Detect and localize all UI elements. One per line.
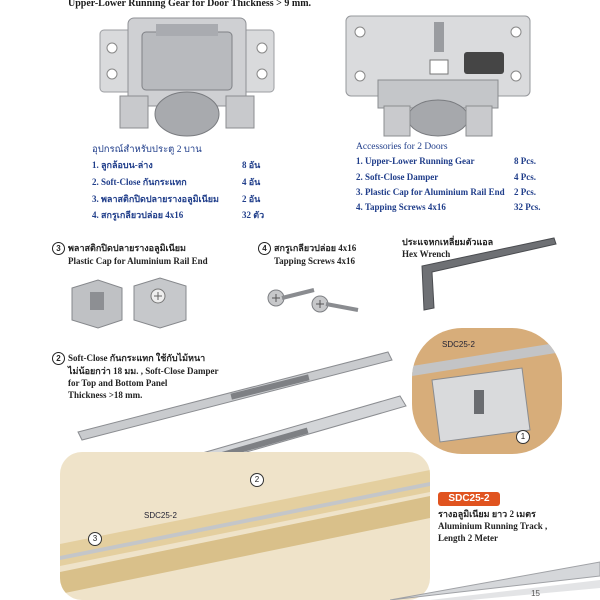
item-label: 2. Soft-Close Damper (356, 172, 439, 182)
item-qty: 2 อัน (242, 194, 261, 204)
screws-label (258, 242, 356, 267)
label-th: สกรูเกลียวปล่อย 4x16 (274, 243, 357, 253)
accessory-th-item (92, 192, 272, 206)
aluminium-track-photo (390, 556, 600, 600)
label-en1: Aluminium Running Track , (438, 521, 548, 531)
item-label: 3. พลาสติกปิดปลายรางอลูมิเนียม (92, 194, 219, 204)
label-en: Hex Wrench (402, 249, 451, 259)
label-en2: Length 2 Meter (438, 533, 498, 543)
page-number: 15 (531, 589, 540, 598)
install-callout: 1 (516, 430, 530, 444)
item-label: 4. สกรูเกลียวปล่อย 4x16 (92, 210, 184, 220)
rail-photo-tag: SDC25-2 (144, 511, 177, 520)
running-gear-photo-1 (98, 10, 278, 138)
accessory-en-item (356, 187, 546, 197)
label-line1: Soft-Close กันกระแทก ใช้กับไม้หนา (68, 353, 206, 363)
screws-photo (262, 280, 362, 320)
accessory-th-item (92, 158, 272, 172)
accessory-en-item (356, 172, 546, 182)
label-en: Tapping Screws 4x16 (274, 256, 356, 267)
running-gear-photo-2 (340, 12, 536, 138)
install-photo-tag: SDC25-2 (442, 340, 475, 349)
item-qty: 2 Pcs. (514, 187, 536, 197)
label-th: ประแจหกเหลี่ยมตัวแอล (402, 237, 494, 247)
label-th: รางอลูมิเนียม ยาว 2 เมตร (438, 509, 536, 519)
item-qty: 8 อัน (242, 160, 261, 170)
item-qty: 4 อัน (242, 177, 261, 187)
item-label: 4. Tapping Screws 4x16 (356, 202, 446, 212)
label-line2: ไม่น้อยกว่า 18 มม. , Soft-Close Damper (68, 366, 219, 377)
rail-callout-2: 2 (250, 473, 264, 487)
page-title: Upper-Lower Running Gear for Door Thickness > 9 mm. (68, 0, 312, 9)
item-qty: 32 Pcs. (514, 202, 541, 212)
item-qty: 8 Pcs. (514, 156, 536, 166)
accessory-th-item (92, 175, 272, 189)
plastic-cap-label (52, 242, 208, 267)
accessory-en-item (356, 156, 546, 166)
plastic-cap-photo (64, 272, 194, 332)
item-label: 1. Upper-Lower Running Gear (356, 156, 475, 166)
accessory-th-item (92, 208, 272, 222)
rail-photo (60, 452, 430, 600)
item-qty: 32 ตัว (242, 210, 265, 220)
label-en: Plastic Cap for Aluminium Rail End (68, 256, 208, 267)
track-badge: SDC25-2 (438, 492, 500, 506)
label-line3: for Top and Bottom Panel (68, 378, 168, 389)
label-th: พลาสติกปิดปลายรางอลูมิเนียม (68, 243, 186, 253)
number-badge: 4 (258, 242, 271, 255)
accessories-en-title: Accessories for 2 Doors (356, 142, 448, 152)
item-label: 1. ลูกล้อบน-ล่าง (92, 160, 153, 170)
accessory-en-item (356, 202, 546, 212)
label-line4: Thickness >18 mm. (68, 390, 143, 401)
install-photo (412, 328, 562, 454)
accessories-th-title: อุปกรณ์สำหรับประตู 2 บาน (92, 145, 202, 155)
rail-callout-3: 3 (88, 532, 102, 546)
number-badge: 2 (52, 352, 65, 365)
item-label: 3. Plastic Cap for Aluminium Rail End (356, 187, 505, 197)
hex-wrench-photo (414, 236, 564, 316)
item-label: 2. Soft-Close กันกระแทก (92, 177, 187, 187)
item-qty: 4 Pcs. (514, 172, 536, 182)
number-badge: 3 (52, 242, 65, 255)
track-label (438, 508, 547, 544)
